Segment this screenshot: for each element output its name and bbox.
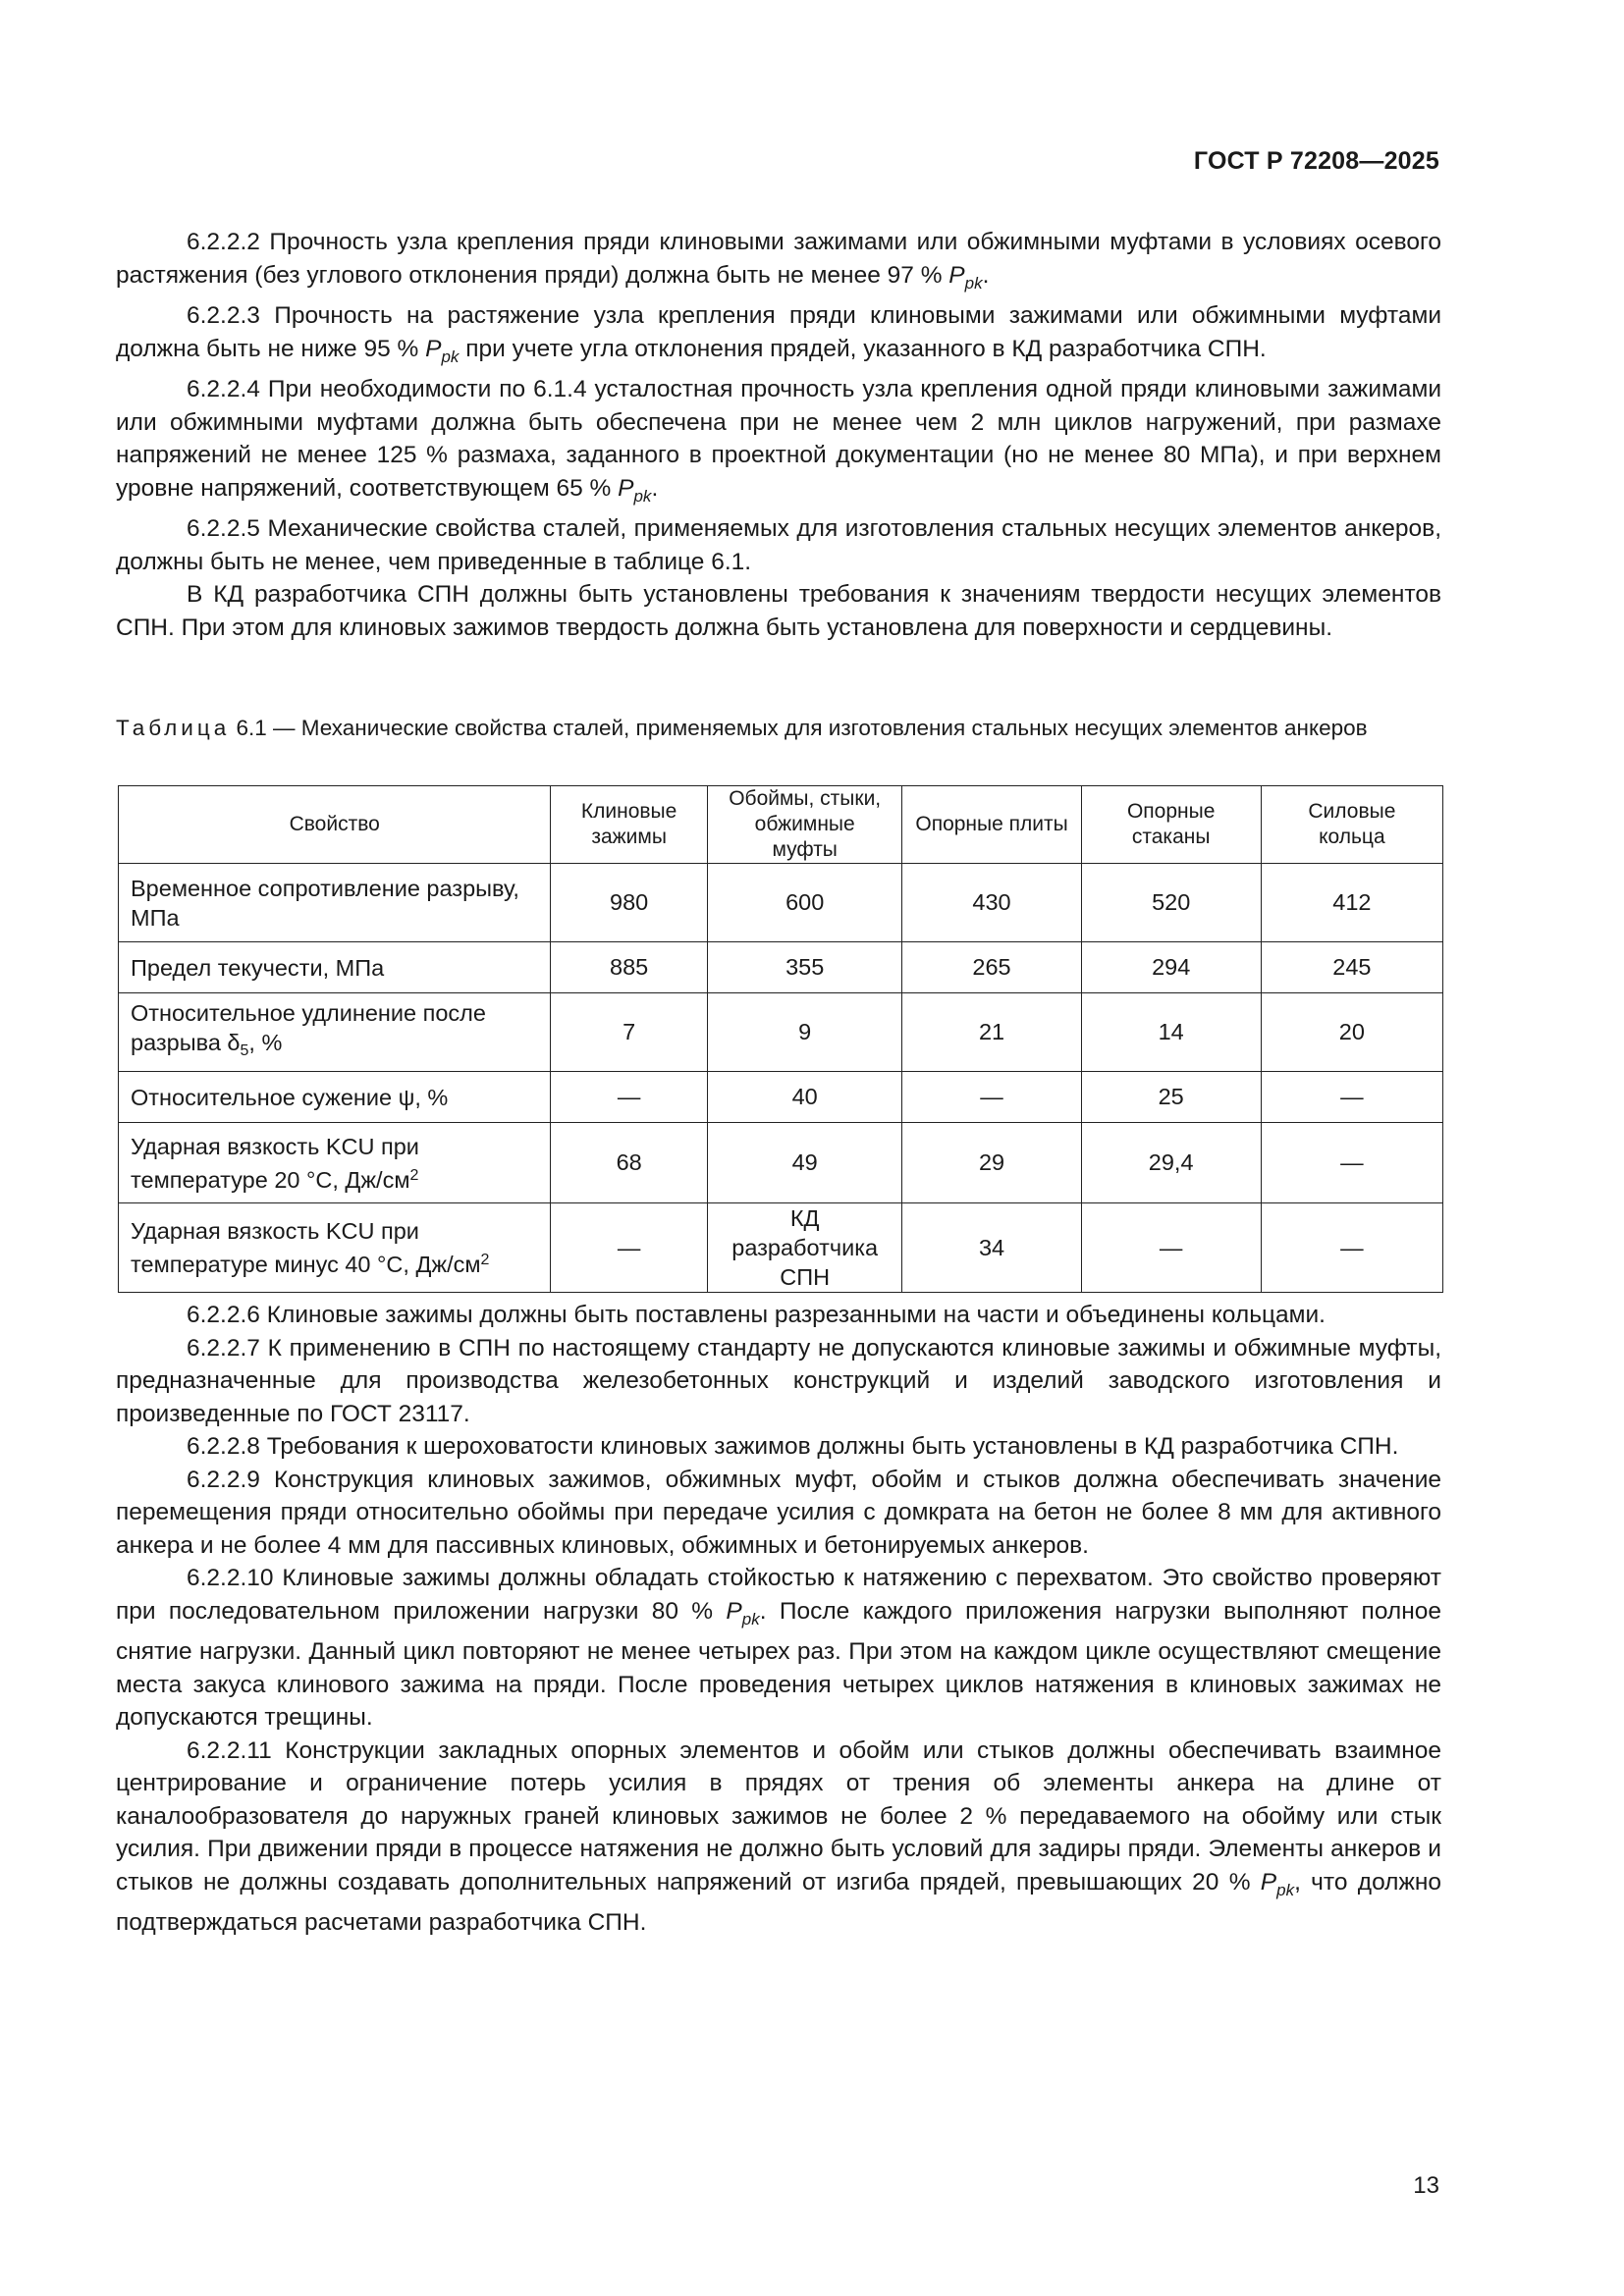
symbol-ppk: $P_{pk}$ <box>425 335 460 366</box>
paragraph-hardness: В КД разработчика СПН должны быть установлены требования к значениям твердости несущих элементов СПН. При этом для клиновых зажимов твердость должна быть установлена для поверхности и сердцевины. <box>116 581 1441 641</box>
table-cell: 29 <box>902 1123 1081 1203</box>
row-label: Временное сопротивление разрыву, МПа <box>119 864 551 942</box>
paragraph-6-2-2-9: 6.2.2.9 Конструкция клиновых зажимов, обжимных муфт, обойм и стыков должна обеспечивать значение перемещения пряди относительно обоймы при передаче усилия с домкрата на бетон не более 8 мм для активного анкера и не более 4 мм для пассивных клиновых, обжимных и бетонируемых анкеров. <box>116 1466 1441 1559</box>
row-label: Ударная вязкость KCU при температуре 20 °С, $Дж/см^2$ <box>119 1123 551 1203</box>
table-header: Силовые кольца <box>1261 786 1442 864</box>
table-cell: 49 <box>707 1123 902 1203</box>
table-header-row <box>119 786 1443 864</box>
paragraph-6-2-2-3: 6.2.2.3 Прочность на растяжение узла крепления пряди клиновыми зажимами или обжимными муфтами должна быть не ниже 95 % $P_{pk}$ при учете угла отклонения прядей, указанного в КД разработчика СПН. <box>116 302 1442 366</box>
properties-table <box>118 785 1443 1293</box>
table-header: Клиновые зажимы <box>551 786 707 864</box>
table-cell: — <box>1081 1203 1261 1293</box>
table-header: Свойство <box>119 786 551 864</box>
table-cell: 600 <box>707 864 902 942</box>
symbol-ppk: $P_{pk}$ <box>726 1597 760 1629</box>
table-cell: 40 <box>707 1072 902 1123</box>
paragraph-6-2-2-7: 6.2.2.7 К применению в СПН по настоящему стандарту не допускаются клиновые зажимы и обжимные муфты, предназначенные для производства железобетонных конструкций и изделий заводского изготовления и произведенные по ГОСТ 23117. <box>116 1334 1441 1427</box>
table-cell: 245 <box>1261 942 1442 993</box>
text-block-bottom <box>116 1299 1441 1940</box>
symbol-ppk: $P_{pk}$ <box>618 474 652 506</box>
table-cell: — <box>902 1072 1081 1123</box>
table-row <box>119 1203 1443 1293</box>
table-cell: — <box>551 1072 707 1123</box>
row-label: Ударная вязкость KCU при температуре минус 40 °С, $Дж/см^2$ <box>119 1203 551 1293</box>
table-row <box>119 942 1443 993</box>
row-label: Относительное удлинение после разрыва $\delta_5$, % <box>119 993 551 1072</box>
table-caption: Таблица 6.1 — Механические свойства сталей, применяемых для изготовления стальных несущих элементов анкеров <box>116 716 1368 740</box>
table-cell: 520 <box>1081 864 1261 942</box>
symbol-ppk: $P_{pk}$ <box>948 261 983 293</box>
table-cell: КД разработчика СПН <box>707 1203 902 1293</box>
table-cell: — <box>1261 1072 1442 1123</box>
table-cell: 29,4 <box>1081 1123 1261 1203</box>
paragraph-6-2-2-6: 6.2.2.6 Клиновые зажимы должны быть поставлены разрезанными на части и объединены кольцами. <box>187 1302 1326 1328</box>
table-cell: 980 <box>551 864 707 942</box>
row-label: Предел текучести, МПа <box>119 942 551 993</box>
row-label: Относительное сужение ψ, % <box>119 1072 551 1123</box>
table-cell: — <box>1261 1203 1442 1293</box>
page-number: 13 <box>1413 2172 1439 2199</box>
table-cell: 20 <box>1261 993 1442 1072</box>
table-cell: 25 <box>1081 1072 1261 1123</box>
table-row <box>119 993 1443 1072</box>
table-cell: 7 <box>551 993 707 1072</box>
table-cell: 294 <box>1081 942 1261 993</box>
table-cell: 14 <box>1081 993 1261 1072</box>
symbol-ppk: $P_{pk}$ <box>1260 1868 1295 1899</box>
table-row <box>119 1072 1443 1123</box>
table-row <box>119 1123 1443 1203</box>
table-cell: — <box>1261 1123 1442 1203</box>
table-row <box>119 864 1443 942</box>
document-code: ГОСТ Р 72208—2025 <box>1193 147 1439 175</box>
table-cell: 412 <box>1261 864 1442 942</box>
table-cell: 355 <box>707 942 902 993</box>
table-cell: 34 <box>902 1203 1081 1293</box>
paragraph-6-2-2-5: 6.2.2.5 Механические свойства сталей, применяемых для изготовления стальных несущих элементов анкеров, должны быть не менее, чем приведенные в таблице 6.1. <box>116 515 1441 575</box>
table-header: Обоймы, стыки, обжимные муфты <box>707 786 902 864</box>
table-cell: 21 <box>902 993 1081 1072</box>
paragraph-6-2-2-10: 6.2.2.10 Клиновые зажимы должны обладать стойкостью к натяжению с перехватом. Это свойство проверяют при последовательном приложении нагрузки 80 % $P_{pk}$. После каждого приложения нагрузки выполняют полное снятие нагрузки. Данный цикл повторяют не менее четырех раз. При этом на каждом цикле осуществляют смещение места закуса клинового зажима на пряди. После проведения четырех циклов натяжения в клиновых зажимах не допускаются трещины. <box>116 1565 1441 1731</box>
table-cell: 68 <box>551 1123 707 1203</box>
table-cell: 885 <box>551 942 707 993</box>
paragraph-6-2-2-2: 6.2.2.2 Прочность узла крепления пряди клиновыми зажимами или обжимными муфтами в условиях осевого растяжения (без углового отклонения пряди) должна быть не менее 97 % $P_{pk}$. <box>116 229 1441 293</box>
table-cell: 430 <box>902 864 1081 942</box>
text-block-top <box>116 226 1441 644</box>
paragraph-6-2-2-8: 6.2.2.8 Требования к шероховатости клиновых зажимов должны быть установлены в КД разработчика СПН. <box>187 1433 1399 1460</box>
table-cell: 265 <box>902 942 1081 993</box>
table-cell: — <box>551 1203 707 1293</box>
table-cell: 9 <box>707 993 902 1072</box>
table-header: Опорные стаканы <box>1081 786 1261 864</box>
paragraph-6-2-2-11: 6.2.2.11 Конструкции закладных опорных элементов и обойм или стыков должны обеспечивать взаимное центрирование и ограничение потерь усилия в прядях от трения об элементы анкера на длине от каналообразователя до наружных граней клиновых зажимов не более 2 % передаваемого на обойму или стык усилия. При движении пряди в процессе натяжения не должно быть условий для задиры пряди. Элементы анкеров и стыков не должны создавать дополнительных напряжений от изгиба прядей, превышающих 20 % $P_{pk}$, что должно подтверждаться расчетами разработчика СПН. <box>116 1736 1442 1936</box>
paragraph-6-2-2-4: 6.2.2.4 При необходимости по 6.1.4 усталостная прочность узла крепления одной пряди клиновыми зажимами или обжимными муфтами должна быть обеспечена при не менее чем 2 млн циклов нагружений, при размахе напряжений не менее 125 % размаха, заданного в проектной документации (но не менее 80 МПа), и при верхнем уровне напряжений, соответствующем 65 % $P_{pk}$. <box>116 376 1441 506</box>
table-header: Опорные плиты <box>902 786 1081 864</box>
